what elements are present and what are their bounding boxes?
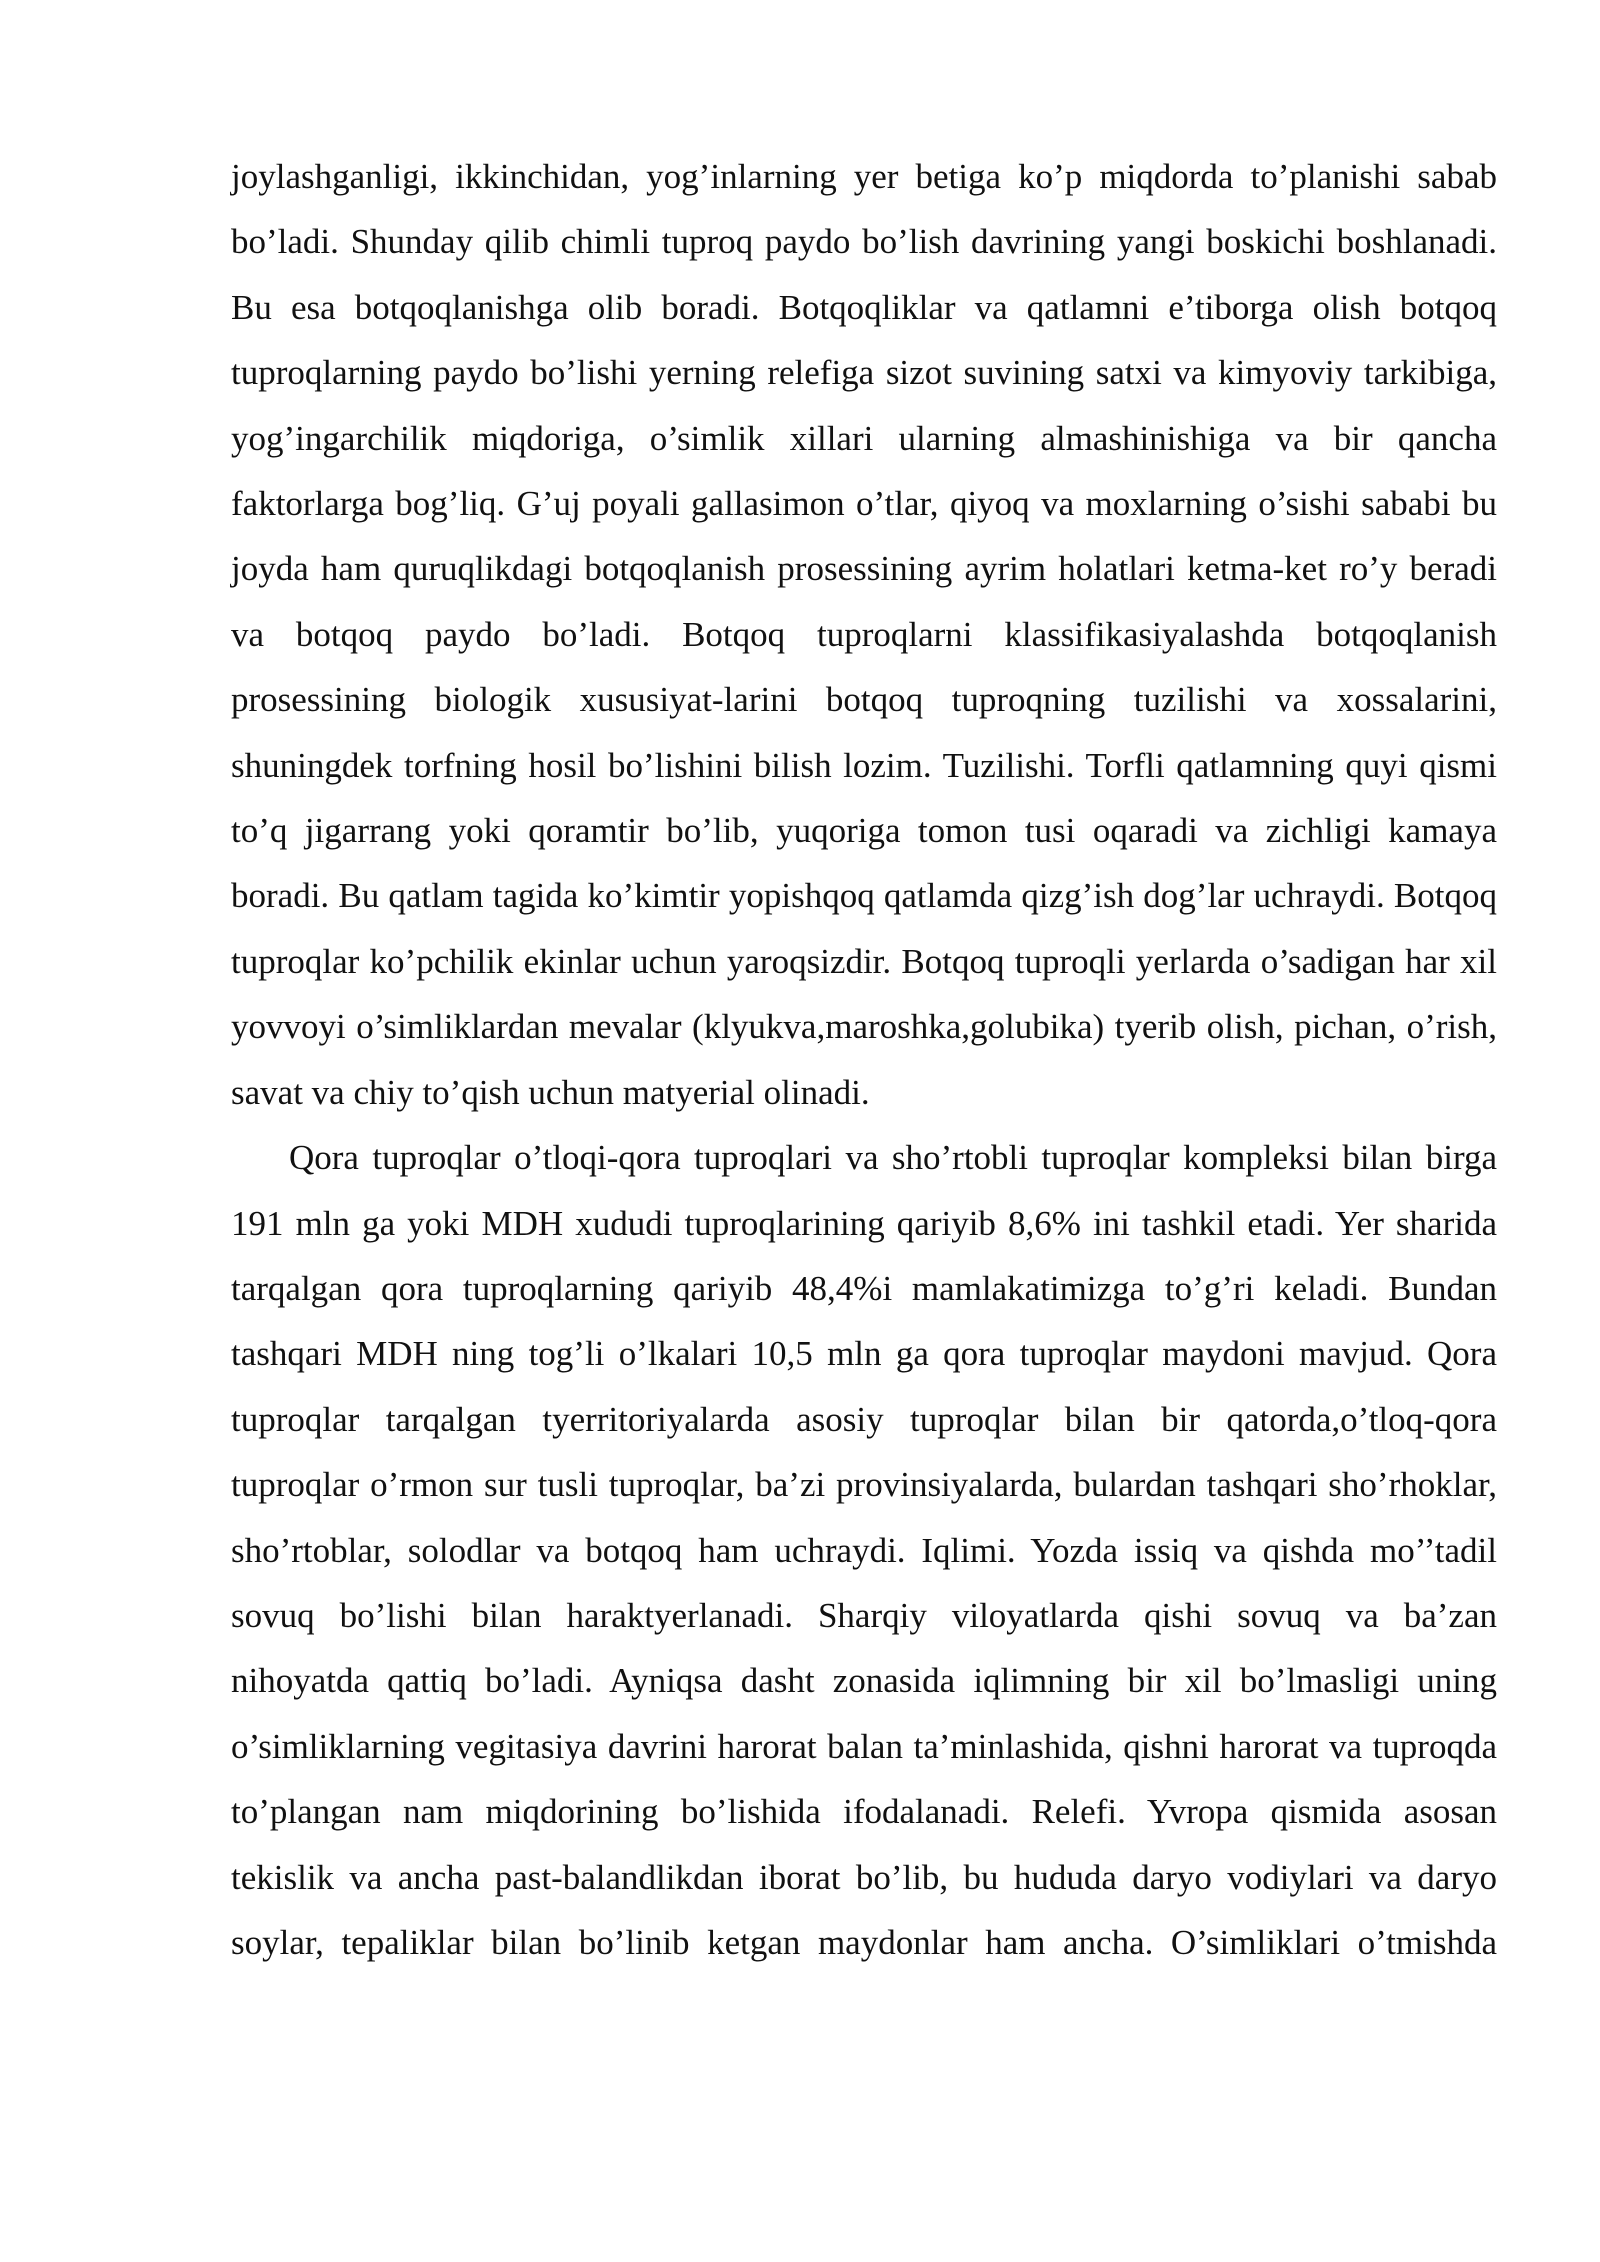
- paragraph-1: joylashganligi, ikkinchidan, yog’inlarning yer betiga ko’p miqdorda to’planishi sabab bo’ladi. Shunday qilib chimli tuproq paydo bo’lish davrining yangi boskichi boshlanadi. Bu esa botqoqlanishga olib boradi. Botqoqliklar va qatlamni e’tiborga olish botqoq tuproqlarning paydo bo’lishi yerning relefiga sizot suvining satxi va kimyoviy tarkibiga, yog’ingarchilik miqdoriga, o’simlik xillari ularning almashinishiga va bir qancha faktorlarga bog’liq. G’uj poyali gallasimon o’tlar, qiyoq va moxlarning o’sishi sababi bu joyda ham quruqlikdagi botqoqlanish prosessining ayrim holatlari ketma-ket ro’y beradi va botqoq paydo bo’ladi. Botqoq tuproqlarni klassifikasiyalashda botqoqlanish prosessining biologik xususiyat-larini botqoq tuproqning tuzilishi va xossalarini, shuningdek torfning hosil bo’lishini bilish lozim. Tuzilishi. Torfli qatlamning quyi qismi to’q jigarrang yoki qoramtir bo’lib, yuqoriga tomon tusi oqaradi va zichligi kamaya boradi. Bu qatlam tagida ko’kimtir yopishqoq qatlamda qizg’ish dog’lar uchraydi. Botqoq tuproqlar ko’pchilik ekinlar uchun yaroqsizdir. Botqoq tuproqli yerlarda o’sadigan har xil yovvoyi o’simliklardan mevalar (klyukva,maroshka,golubika) tyerib olish, pichan, o’rish, savat va chiy to’qish uchun matyerial olinadi.: [231, 157, 1497, 1112]
- paragraph-2: Qora tuproqlar o’tloqi-qora tuproqlari va sho’rtobli tuproqlar kompleksi bilan birga 191 mln ga yoki MDH xududi tuproqlarining qariyib 8,6% ini tashkil etadi. Yer sharida tarqalgan qora tuproqlarning qariyib 48,4%i mamlakatimizga to’g’ri keladi. Bundan tashqari MDH ning tog’li o’lkalari 10,5 mln ga qora tuproqlar maydoni mavjud. Qora tuproqlar tarqalgan tyerritoriyalarda asosiy tuproqlar bilan bir qatorda,o’tloq-qora tuproqlar o’rmon sur tusli tuproqlar, ba’zi provinsiyalarda, bulardan tashqari sho’rhoklar, sho’rtoblar, solodlar va botqoq ham uchraydi. Iqlimi. Yozda issiq va qishda mo’’tadil sovuq bo’lishi bilan haraktyerlanadi. Sharqiy viloyatlarda qishi sovuq va ba’zan nihoyatda qattiq bo’ladi. Ayniqsa dasht zonasida iqlimning bir xil bo’lmasligi uning o’simliklarning vegitasiya davrini harorat balan ta’minlashida, qishni harorat va tuproqda to’plangan nam miqdorining bo’lishida ifodalanadi. Relefi. Yvropa qismida asosan tekislik va ancha past-balandlikdan iborat bo’lib, bu hududa daryo vodiylari va daryo soylar, tepaliklar bilan bo’linib ketgan maydonlar ham ancha. O’simliklari o’tmishda: [231, 1138, 1497, 1962]
- document-body: [231, 144, 1497, 1975]
